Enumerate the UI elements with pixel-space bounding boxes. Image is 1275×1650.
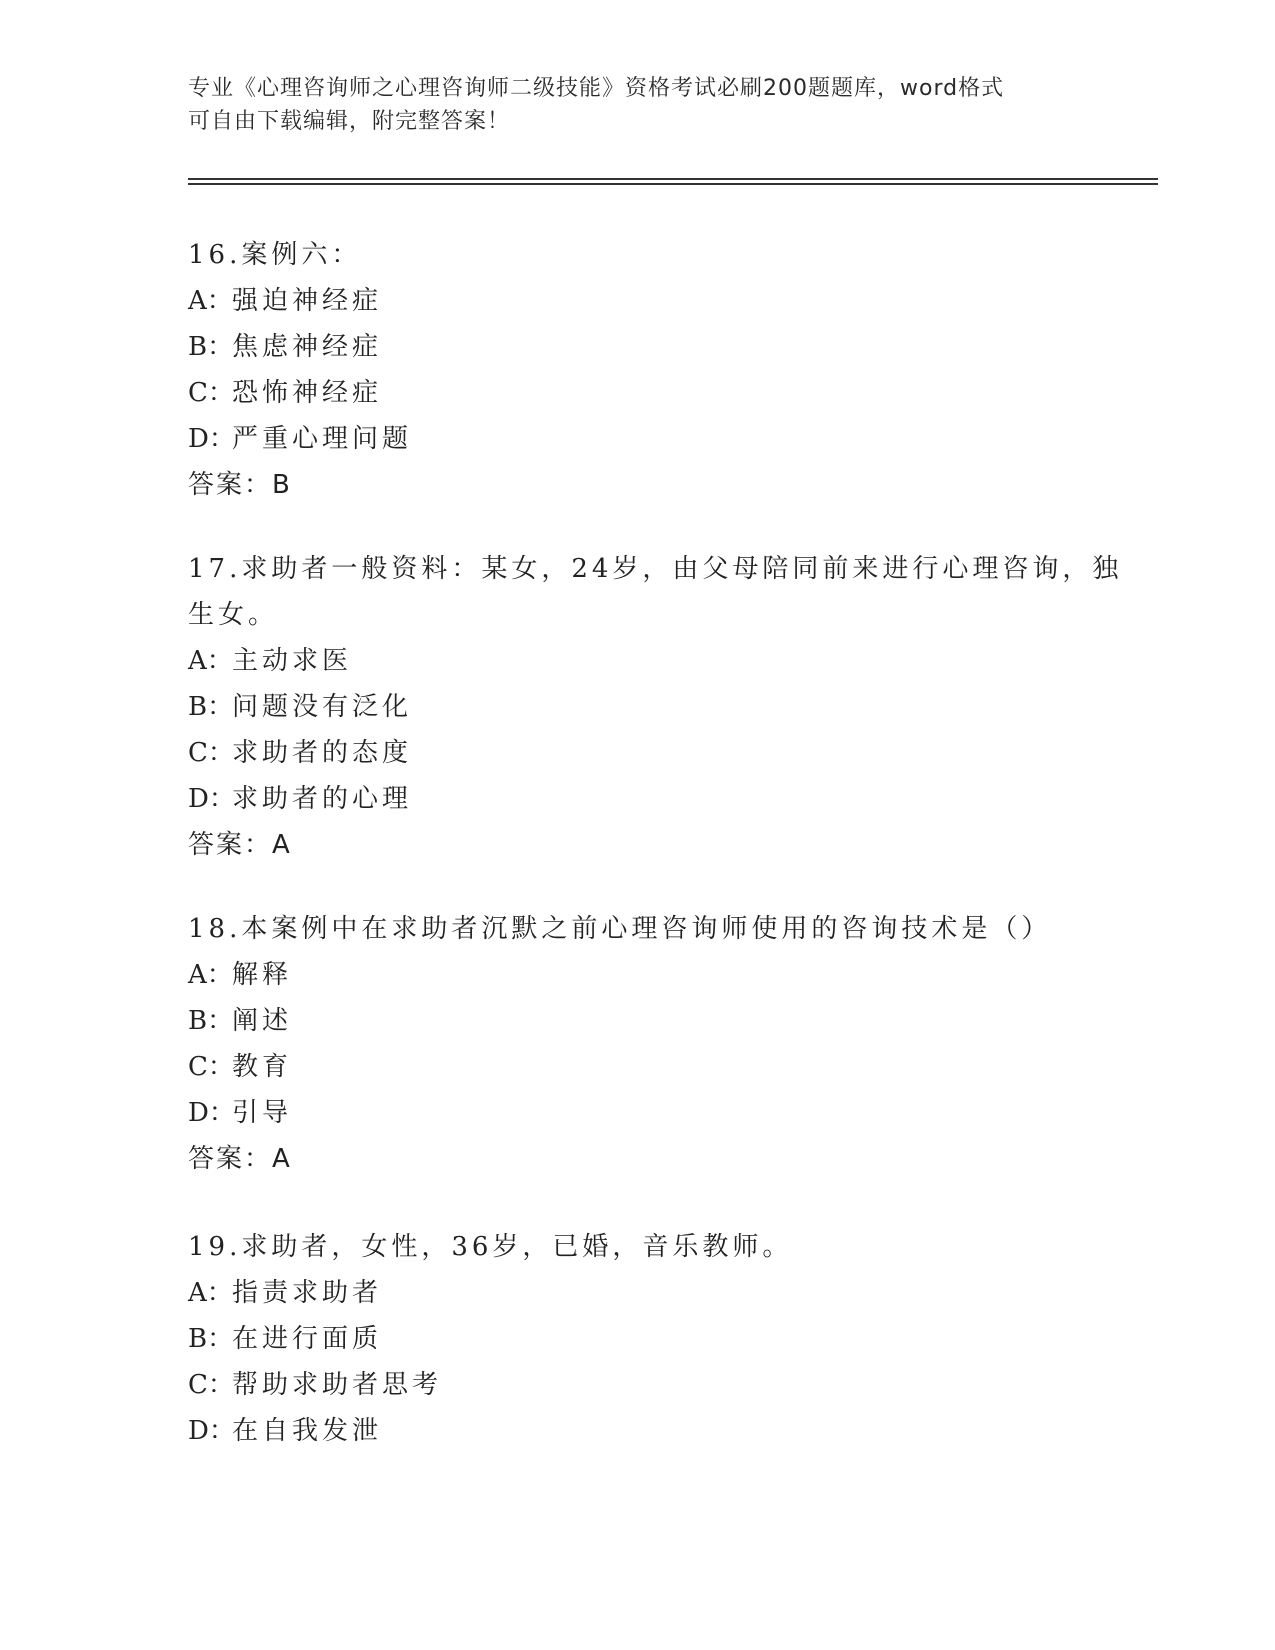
option-text: 在进行面质 (232, 1324, 383, 1354)
option-letter: D： (188, 424, 235, 454)
document-header (188, 72, 1088, 138)
answer-line: 答案：A (188, 830, 292, 860)
option-b (188, 1316, 1088, 1362)
question-18 (188, 906, 1088, 1182)
option-a (188, 278, 1088, 324)
option-letter: C： (188, 738, 234, 768)
option-letter: A： (188, 960, 233, 990)
answer-line: 答案：B (188, 470, 292, 500)
question-stem: 18.本案例中在求助者沉默之前心理咨询师使用的咨询技术是（） (188, 914, 1052, 944)
option-c (188, 1362, 1088, 1408)
option-letter: A： (188, 286, 233, 316)
option-text: 恐怖神经症 (232, 378, 383, 408)
option-text: 求助者的态度 (232, 738, 413, 768)
question-17 (188, 546, 1123, 868)
option-text: 求助者的心理 (232, 784, 413, 814)
option-d (188, 1090, 1088, 1136)
option-letter: C： (188, 1052, 234, 1082)
option-text: 解释 (232, 960, 293, 990)
option-a (188, 638, 1088, 684)
option-letter: B： (188, 332, 234, 362)
option-a (188, 1270, 1088, 1316)
option-d (188, 416, 1088, 462)
option-b (188, 324, 1088, 370)
answer-line: 答案：A (188, 1144, 292, 1174)
option-letter: C： (188, 378, 234, 408)
option-text: 强迫神经症 (232, 286, 383, 316)
option-d (188, 776, 1088, 822)
question-stem-continued: 生女。 (188, 600, 279, 630)
option-c (188, 370, 1088, 416)
option-letter: D： (188, 1416, 235, 1446)
option-text: 严重心理问题 (232, 424, 413, 454)
option-text: 引导 (232, 1098, 293, 1128)
question-19 (188, 1224, 1088, 1454)
option-c (188, 730, 1088, 776)
option-letter: B： (188, 1324, 234, 1354)
option-a (188, 952, 1088, 998)
option-text: 问题没有泛化 (232, 692, 413, 722)
option-text: 帮助求助者思考 (232, 1370, 443, 1400)
option-b (188, 998, 1088, 1044)
option-text: 指责求助者 (232, 1278, 383, 1308)
option-text: 阐述 (232, 1006, 293, 1036)
question-16 (188, 232, 1088, 508)
option-letter: D： (188, 1098, 235, 1128)
header-divider-bottom (188, 183, 1158, 185)
option-text: 教育 (232, 1052, 293, 1082)
option-letter: A： (188, 646, 233, 676)
question-stem: 16.案例六： (188, 240, 362, 270)
option-c (188, 1044, 1088, 1090)
question-stem: 19.求助者，女性，36岁，已婚，音乐教师。 (188, 1232, 793, 1262)
option-b (188, 684, 1088, 730)
option-letter: B： (188, 692, 234, 722)
option-letter: C： (188, 1370, 234, 1400)
option-text: 焦虑神经症 (232, 332, 383, 362)
option-text: 主动求医 (232, 646, 353, 676)
header-line-1: 专业《心理咨询师之心理咨询师二级技能》资格考试必刷200题题库，word格式 (188, 76, 1005, 101)
header-line-2: 可自由下载编辑，附完整答案！ (188, 109, 511, 134)
option-letter: A： (188, 1278, 233, 1308)
option-letter: D： (188, 784, 235, 814)
option-letter: B： (188, 1006, 234, 1036)
question-stem: 17.求助者一般资料：某女，24岁，由父母陪同前来进行心理咨询，独 (188, 554, 1123, 584)
option-text: 在自我发泄 (232, 1416, 383, 1446)
option-d (188, 1408, 1088, 1454)
header-divider-top (188, 178, 1158, 180)
